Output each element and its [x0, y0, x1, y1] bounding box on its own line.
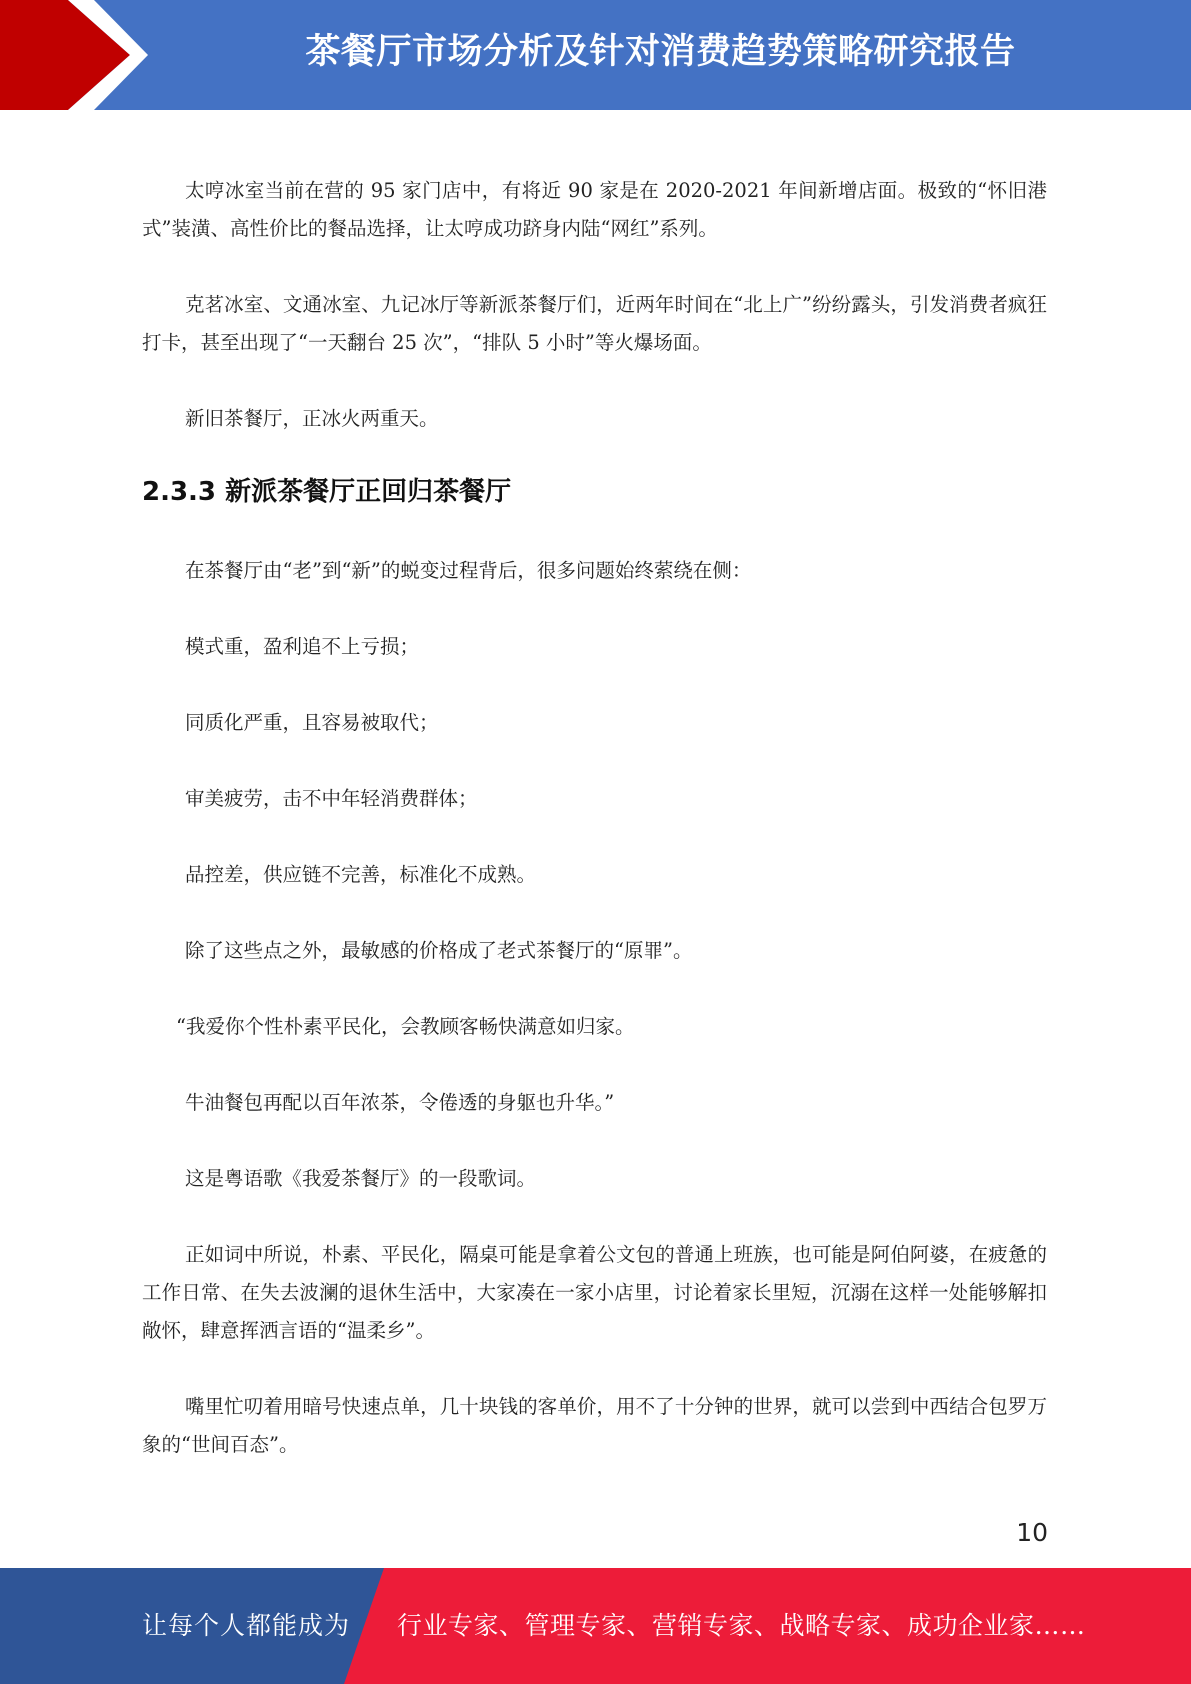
list-item: 品控差，供应链不完善，标准化不成熟。: [185, 863, 537, 886]
list-item: 模式重，盈利追不上亏损；: [185, 635, 420, 658]
footer-slogan-right: 行业专家、管理专家、营销专家、战略专家、成功企业家……: [397, 1611, 1086, 1640]
page-number: 10: [1016, 1518, 1048, 1547]
paragraph: 这是粤语歌《我爱茶餐厅》的一段歌词。: [185, 1167, 537, 1190]
lyric-line: 牛油餐包再配以百年浓茶，令倦透的身躯也升华。”: [185, 1091, 615, 1114]
paragraph: 新旧茶餐厅，正冰火两重天。: [185, 407, 439, 430]
footer-slogan-left: 让每个人都能成为: [142, 1611, 351, 1640]
report-title: 茶餐厅市场分析及针对消费趋势策略研究报告: [305, 32, 1016, 72]
paragraph: 正如词中所说，朴素、平民化，隔桌可能是拿着公文包的普通上班族，也可能是阿伯阿婆，在疲惫的工作日常、在失去波澜的退休生活中，大家凑在一家小店里，讨论着家长里短，沉溺在这样一处能够解扣敞怀，肆意挥洒言语的“温柔乡”。: [142, 1243, 1047, 1342]
page-footer: [0, 1568, 1191, 1684]
lyric-line: “我爱你个性朴素平民化，会教顾客畅快满意如归家。: [176, 1015, 635, 1038]
paragraph: 除了这些点之外，最敏感的价格成了老式茶餐厅的“原罪”。: [185, 939, 693, 962]
section-heading: 2.3.3 新派茶餐厅正回归茶餐厅: [142, 477, 512, 507]
paragraph: 克茗冰室、文通冰室、九记冰厅等新派茶餐厅们，近两年时间在“北上广”纷纷露头，引发消费者疯狂打卡，甚至出现了“一天翻台 25 次”，“排队 5 小时”等火爆场面。: [142, 293, 1047, 354]
paragraph: 嘴里忙叨着用暗号快速点单，几十块钱的客单价，用不了十分钟的世界，就可以尝到中西结合包罗万象的“世间百态”。: [142, 1395, 1047, 1456]
paragraph: 在茶餐厅由“老”到“新”的蜕变过程背后，很多问题始终萦绕在侧：: [185, 559, 752, 582]
list-item: 同质化严重，且容易被取代；: [185, 711, 439, 734]
page-header: [0, 0, 1191, 110]
list-item: 审美疲劳，击不中年轻消费群体；: [185, 787, 478, 810]
paragraph: 太哼冰室当前在营的 95 家门店中，有将近 90 家是在 2020-2021 年间新增店面。极致的“怀旧港式”装潢、高性价比的餐品选择，让太哼成功跻身内陆“网红”系列。: [142, 179, 1047, 240]
